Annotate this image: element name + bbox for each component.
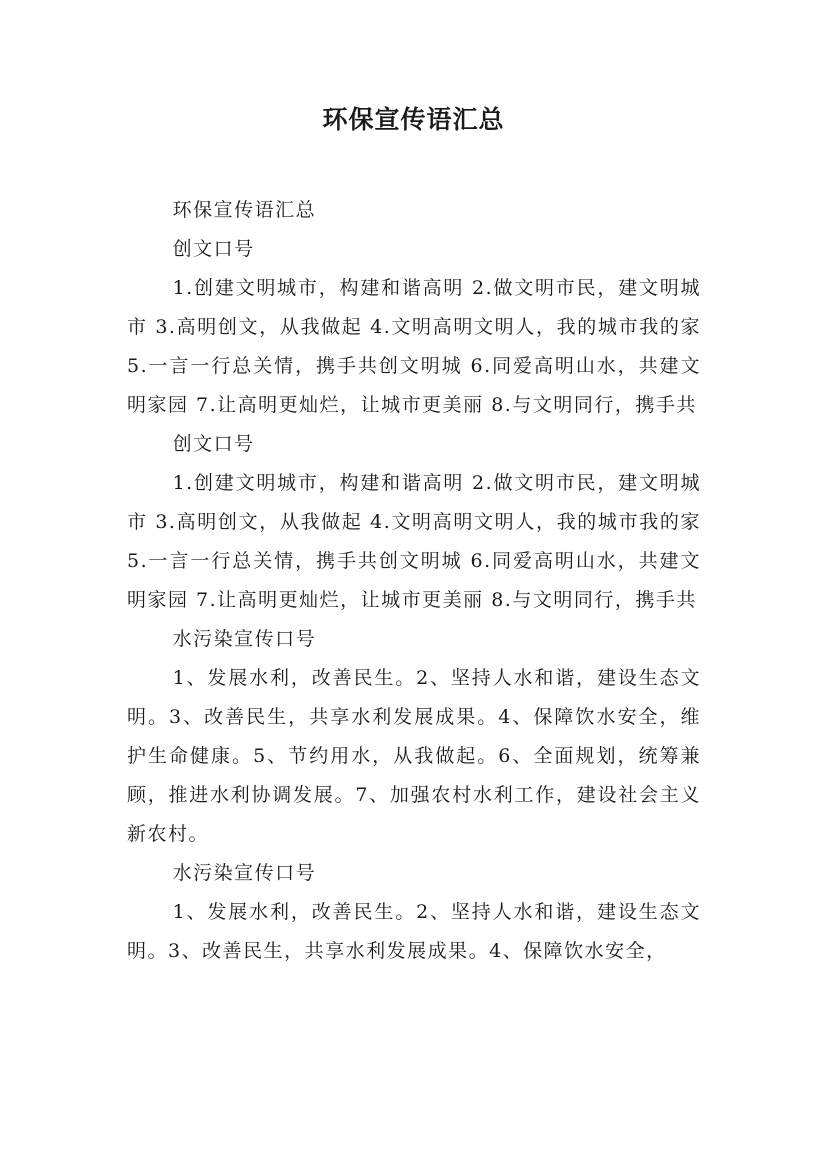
section-heading: 水污染宣传口号: [172, 628, 317, 650]
paragraph-heading: 环保宣传语汇总: [172, 199, 317, 221]
document-body: [127, 191, 701, 971]
section-heading: 创文口号: [172, 238, 255, 260]
paragraph: 1.创建文明城市，构建和谐高明 2.做文明市民，建文明城市 3.高明创文，从我做起 4.文明高明文明人，我的城市我的家 5.一言一行总关情，携手共创文明城 6.同爱高明山水，共建文明家园 7.让高明更灿烂，让城市更美丽 8.与文明同行，携手共: [127, 277, 701, 416]
document-title: 环保宣传语汇总: [322, 105, 505, 134]
section-heading: 创文口号: [172, 433, 255, 455]
paragraph: 1、发展水利，改善民生。2、坚持人水和谐，建设生态文明。3、改善民生，共享水利发展成果。4、保障饮水安全，维护生命健康。5、节约用水，从我做起。6、全面规划，统筹兼顾，推进水利协调发展。7、加强农村水利工作，建设社会主义新农村。: [127, 667, 701, 845]
paragraph: 1、发展水利，改善民生。2、坚持人水和谐，建设生态文明。3、改善民生，共享水利发展成果。4、保障饮水安全，: [127, 901, 701, 962]
paragraph: 1.创建文明城市，构建和谐高明 2.做文明市民，建文明城市 3.高明创文，从我做起 4.文明高明文明人，我的城市我的家 5.一言一行总关情，携手共创文明城 6.同爱高明山水，共建文明家园 7.让高明更灿烂，让城市更美丽 8.与文明同行，携手共: [127, 472, 701, 611]
section-heading: 水污染宣传口号: [172, 862, 317, 884]
